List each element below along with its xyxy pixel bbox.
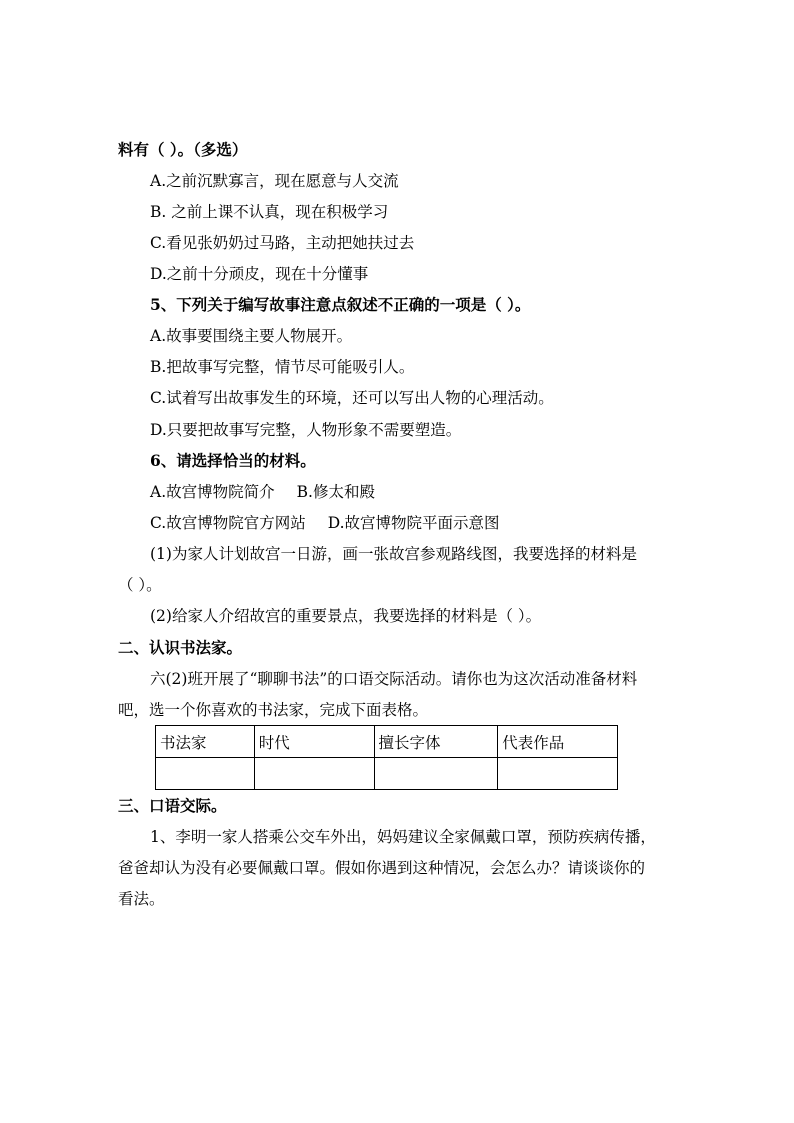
section3-q1-line2: 爸爸却认为没有必要佩戴口罩。假如你遇到这种情况，会怎么办？请谈谈你的 (118, 859, 646, 877)
q6-sub1-line2: （ ）。 (118, 576, 162, 594)
q4-stem-tail: 料有（ ）。（多选） (118, 140, 248, 159)
q4-option-d: D.之前十分顽皮，现在十分懂事 (150, 265, 369, 283)
q6-option-c: C.故宫博物院官方网站 (150, 514, 306, 532)
q4-option-c: C.看见张奶奶过马路，主动把她扶过去 (150, 234, 415, 252)
q5-stem: 5、下列关于编写故事注意点叙述不正确的一项是（ ）。 (150, 295, 531, 314)
answer-calligrapher-cell[interactable] (156, 758, 255, 790)
header-representative-works: 代表作品 (498, 726, 618, 758)
section2-intro-line1: 六(2)班开展了“聊聊书法”的口语交际活动。请你也为这次活动准备材料 (150, 670, 638, 688)
q6-options-row2 (150, 513, 500, 535)
q4-option-a: A.之前沉默寡言，现在愿意与人交流 (150, 172, 399, 190)
section3-q1-line1: 1、李明一家人搭乘公交车外出，妈妈建议全家佩戴口罩，预防疾病传播， (150, 828, 656, 846)
section2-heading: 二、认识书法家。 (118, 638, 243, 657)
q5-option-c: C.试着写出故事发生的环境，还可以写出人物的心理活动。 (150, 389, 554, 407)
q4-option-b: B. 之前上课不认真，现在积极学习 (150, 203, 389, 221)
answer-era-cell[interactable] (254, 758, 374, 790)
calligrapher-table (155, 725, 618, 790)
answer-script-style-cell[interactable] (374, 758, 498, 790)
q5-option-b: B.把故事写完整，情节尽可能吸引人。 (150, 358, 415, 376)
header-script-style: 擅长字体 (374, 726, 498, 758)
q6-stem: 6、请选择恰当的材料。 (150, 451, 316, 470)
header-era: 时代 (254, 726, 374, 758)
q5-option-a: A.故事要围绕主要人物展开。 (150, 327, 353, 345)
q6-option-d: D.故宫博物院平面示意图 (327, 514, 500, 532)
table-answer-row (156, 758, 618, 790)
answer-works-cell[interactable] (498, 758, 618, 790)
q6-sub2: (2)给家人介绍故宫的重要景点，我要选择的材料是（ ）。 (150, 607, 542, 625)
q6-option-b: B.修太和殿 (296, 483, 375, 501)
section2-intro-line2: 吧，选一个你喜欢的书法家，完成下面表格。 (118, 701, 429, 719)
section3-heading: 三、口语交际。 (118, 796, 227, 815)
table-header-row (156, 726, 618, 758)
header-calligrapher: 书法家 (156, 726, 255, 758)
section3-q1-line3: 看法。 (118, 890, 165, 908)
q6-options-row1 (150, 482, 375, 504)
q6-option-a: A.故宫博物院简介 (150, 483, 275, 501)
q5-option-d: D.只要把故事写完整，人物形象不需要塑造。 (150, 421, 462, 439)
q6-sub1-line1: (1)为家人计划故宫一日游，画一张故宫参观路线图，我要选择的材料是 (150, 545, 637, 563)
